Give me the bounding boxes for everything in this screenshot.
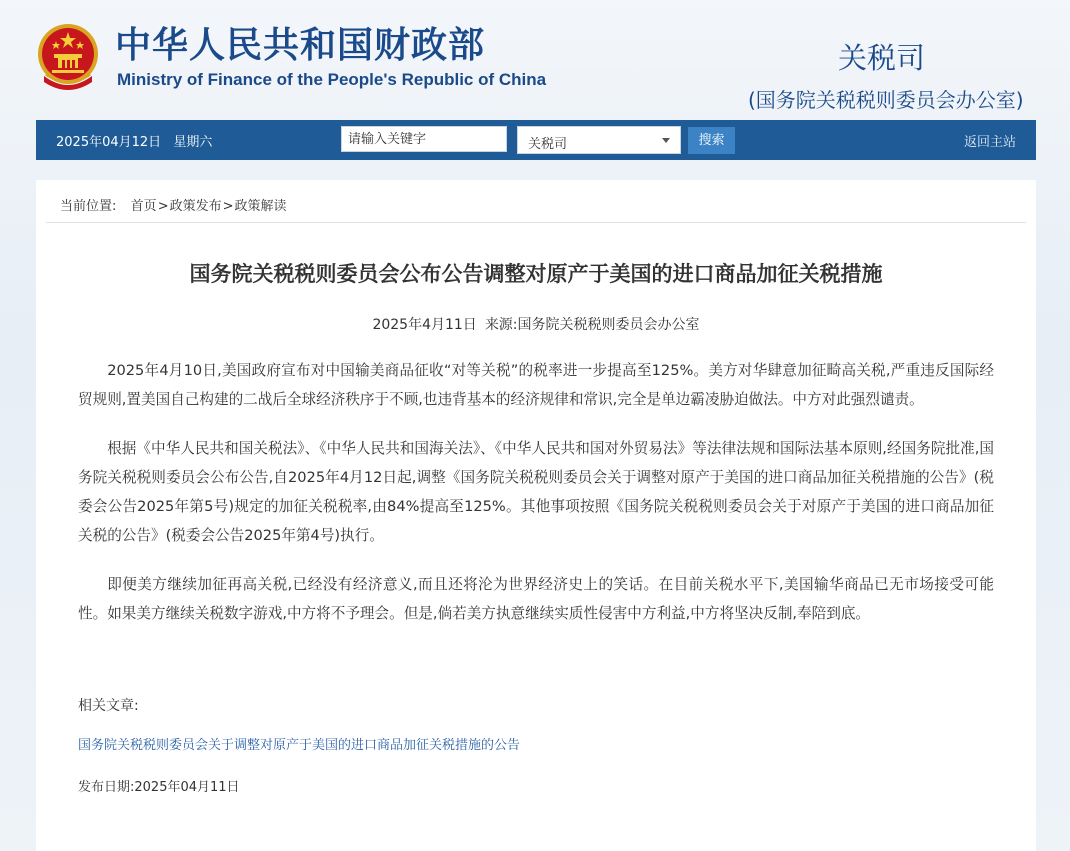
breadcrumb-home[interactable]: 首页 bbox=[130, 199, 157, 214]
article-paragraph: 即便美方继续加征再高关税,已经没有经济意义,而且还将沦为世界经济史上的笑话。在目前关税水平下,美国输华商品已无市场接受可能性。如果美方继续关税数字游戏,中方将不予理会。但是,倘若美方执意继续实质性侵害中方利益,中方将坚决反制,奉陪到底。 bbox=[78, 576, 994, 622]
publish-date: 发布日期:2025年04月11日 bbox=[78, 780, 240, 795]
chevron-down-icon bbox=[662, 138, 670, 143]
nav-date bbox=[56, 131, 212, 150]
site-title-en: Ministry of Finance of the People's Republic of China bbox=[117, 70, 547, 89]
current-date: 2025年04月12日 bbox=[56, 135, 162, 150]
breadcrumb-separator: > bbox=[222, 199, 234, 214]
department-select[interactable] bbox=[517, 126, 681, 154]
article-paragraph: 根据《中华人民共和国关税法》、《中华人民共和国海关法》、《中华人民共和国对外贸易法》等法律法规和国际法基本原则,经国务院批准,国务院关税税则委员会公布公告,自2025年4月12日起,调整《国务院关税税则委员会关于调整对原产于美国的进口商品加征关税措施的公告》(税委会公告2025年第5号)规定的加征关税税率,由84%提高至125%。其他事项按照《国务院关税税则委员会关于对原产于美国的进口商品加征关税的公告》(税委会公告2025年第4号)执行。 bbox=[78, 440, 994, 544]
breadcrumb-policy-interpretation[interactable]: 政策解读 bbox=[234, 199, 287, 214]
article-meta bbox=[36, 314, 1036, 334]
site-header bbox=[0, 0, 1070, 120]
nav-bar bbox=[36, 120, 1036, 160]
breadcrumb bbox=[60, 195, 287, 214]
article-title: 国务院关税税则委员会公布公告调整对原产于美国的进口商品加征关税措施 bbox=[189, 262, 883, 286]
breadcrumb-divider bbox=[46, 222, 1026, 223]
article-paragraph: 2025年4月10日,美国政府宣布对中国输美商品征收“对等关税”的税率进一步提高至125%。美方对华肆意加征畸高关税,严重违反国际经贸规则,置美国自己构建的二战后全球经济秩序于不顾,也违背基本的经济规律和常识,完全是单边霸凌胁迫做法。中方对此强烈谴责。 bbox=[78, 362, 994, 408]
site-title-cn: 中华人民共和国财政部 bbox=[115, 25, 486, 66]
breadcrumb-separator: > bbox=[157, 199, 169, 214]
article-source: 来源:国务院关税税则委员会办公室 bbox=[484, 317, 700, 333]
article-date: 2025年4月11日 bbox=[372, 317, 477, 333]
related-articles-heading: 相关文章: bbox=[78, 698, 139, 714]
national-emblem-icon bbox=[36, 22, 100, 92]
related-article-link[interactable]: 国务院关税税则委员会关于调整对原产于美国的进口商品加征关税措施的公告 bbox=[78, 738, 521, 753]
content-card bbox=[36, 180, 1036, 851]
article-body bbox=[78, 356, 994, 648]
department-select-value: 关税司 bbox=[528, 137, 568, 152]
breadcrumb-policy-release[interactable]: 政策发布 bbox=[169, 199, 222, 214]
search-button[interactable]: 搜索 bbox=[688, 127, 735, 154]
department-subtitle: (国务院关税税则委员会办公室) bbox=[748, 88, 1024, 112]
search-input[interactable] bbox=[341, 126, 507, 152]
return-home-link[interactable]: 返回主站 bbox=[963, 135, 1016, 150]
current-weekday: 星期六 bbox=[173, 135, 213, 150]
department-name: 关税司 bbox=[838, 41, 926, 75]
breadcrumb-prefix: 当前位置: bbox=[60, 199, 117, 214]
